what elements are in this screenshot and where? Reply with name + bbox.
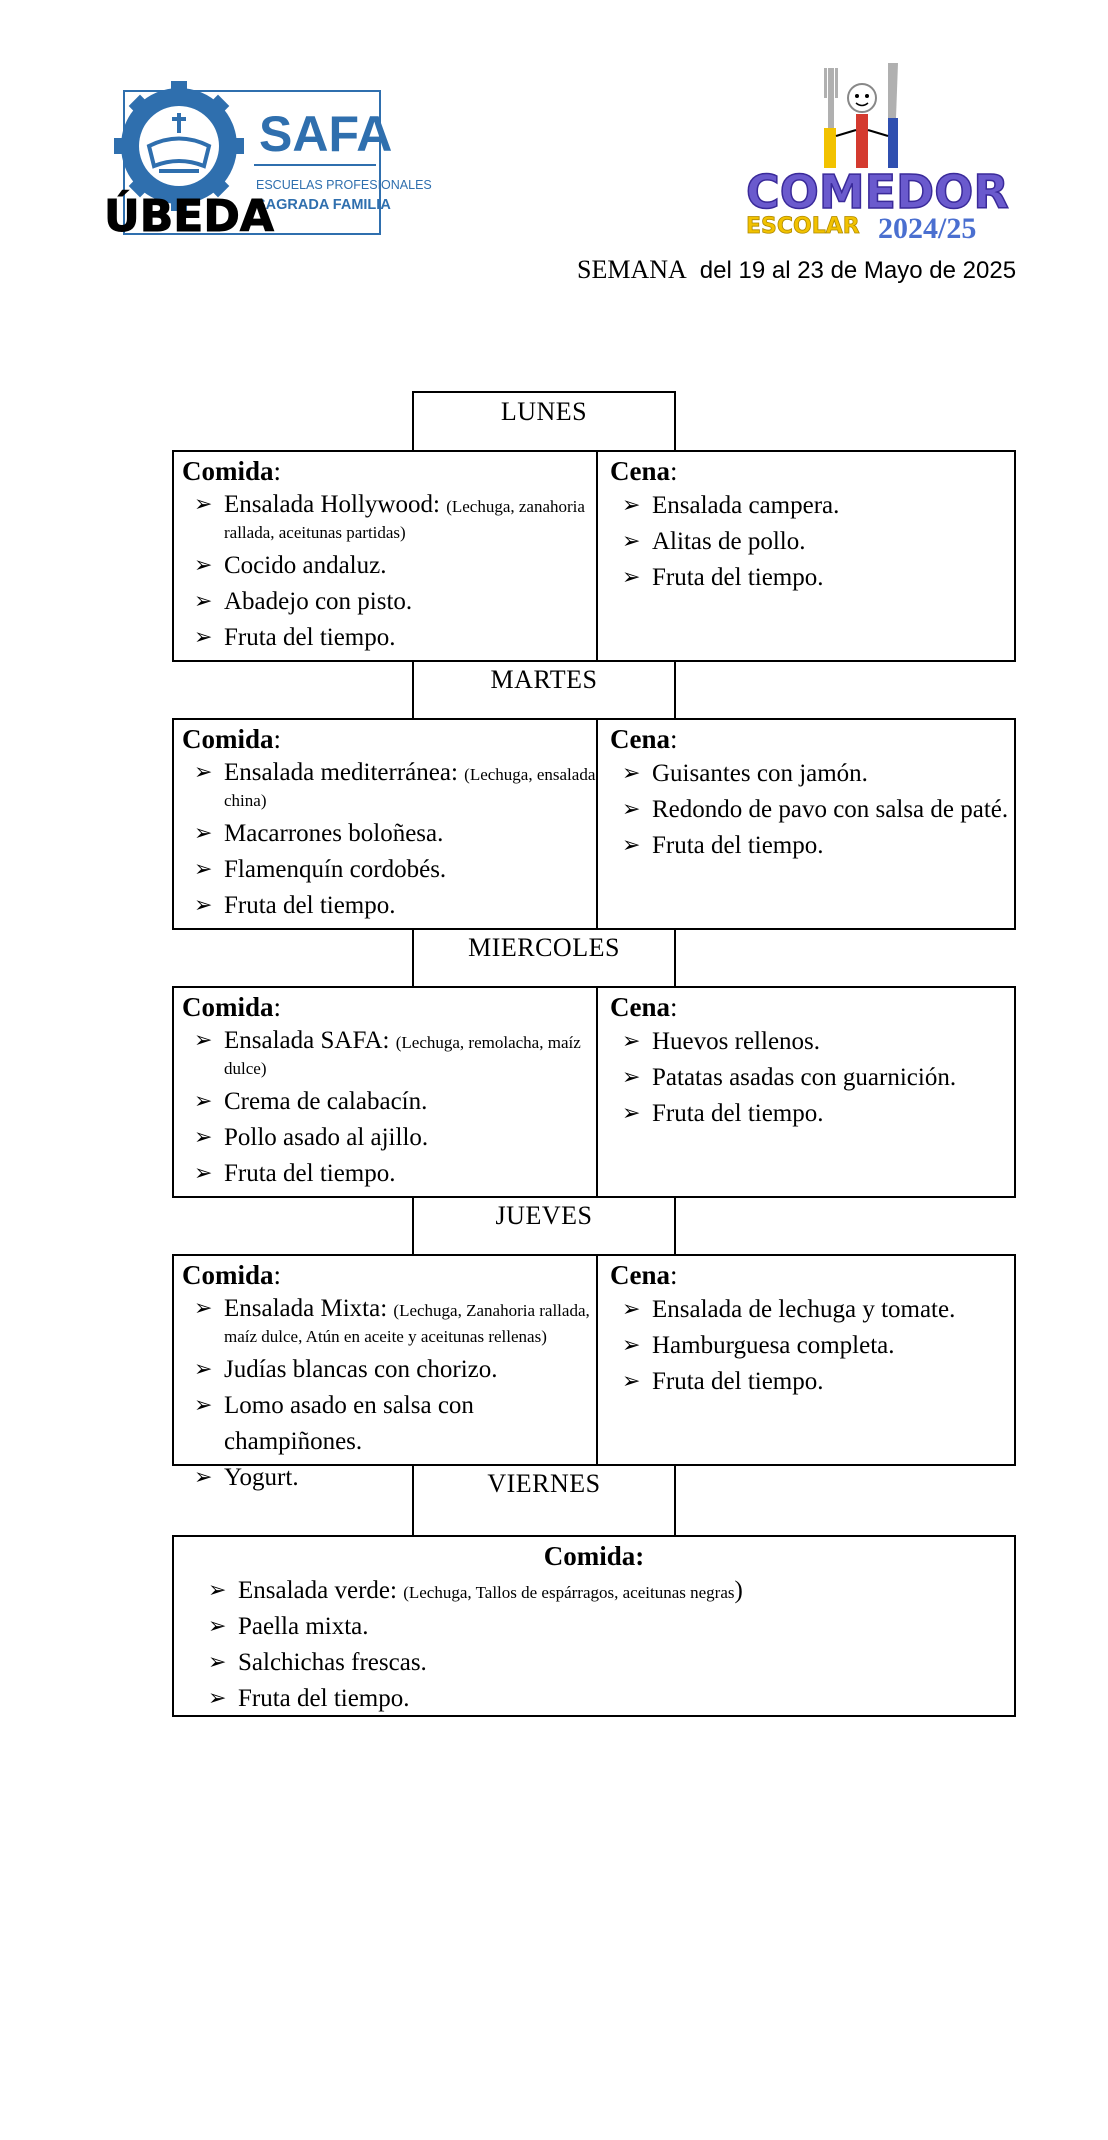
- day-name: JUEVES: [495, 1201, 593, 1230]
- day-name: MARTES: [490, 665, 598, 694]
- arrow-bullet-icon: ➢: [208, 1578, 227, 1603]
- safa-line1: ESCUELAS PROFESIONALES: [256, 178, 432, 192]
- lunch-column: [174, 452, 598, 660]
- week-range: del 19 al 23 de Mayo de 2025: [699, 257, 1017, 284]
- list-item: ➢ Fruta del tiempo.: [182, 888, 596, 924]
- list-item: ➢ Ensalada verde: (Lechuga, Tallos de espárragos, aceitunas negras): [196, 1573, 1014, 1609]
- list-item: ➢ Ensalada Mixta: (Lechuga, Zanahoria rallada, maíz dulce, Atún en aceite y aceitunas rellenas): [194, 1295, 590, 1346]
- lunch-column: [174, 988, 598, 1196]
- day-name: MIERCOLES: [468, 933, 620, 962]
- arrow-bullet-icon: ➢: [194, 1296, 213, 1321]
- list-item: ➢ Fruta del tiempo.: [610, 828, 1014, 864]
- school-year: 2024/25: [878, 212, 977, 245]
- arrow-bullet-icon: ➢: [622, 1101, 641, 1126]
- day-tab-viernes: [412, 1465, 676, 1536]
- list-item: ➢ Macarrones boloñesa.: [182, 816, 596, 852]
- list-item: ➢ Salchichas frescas.: [196, 1645, 1014, 1681]
- arrow-bullet-icon: ➢: [194, 492, 213, 517]
- menu-box-miercoles: [172, 986, 1016, 1198]
- arrow-bullet-icon: ➢: [194, 1393, 213, 1418]
- dinner-heading: Cena:: [610, 992, 678, 1022]
- list-item: ➢ Fruta del tiempo.: [610, 1096, 1014, 1132]
- lunch-heading: Comida:: [182, 456, 282, 486]
- list-item: ➢ Guisantes con jamón.: [610, 756, 1014, 792]
- list-item: ➢ Fruta del tiempo.: [610, 560, 1014, 596]
- arrow-bullet-icon: ➢: [622, 1369, 641, 1394]
- list-item: ➢ Fruta del tiempo.: [182, 1156, 596, 1192]
- list-item: ➢ Flamenquín cordobés.: [182, 852, 596, 888]
- dinner-heading: Cena:: [610, 724, 678, 754]
- dinner-list: [610, 1292, 1014, 1400]
- arrow-bullet-icon: ➢: [208, 1650, 227, 1675]
- lunch-list: [182, 488, 596, 656]
- arrow-bullet-icon: ➢: [194, 589, 213, 614]
- arrow-bullet-icon: ➢: [622, 833, 641, 858]
- day-tab-jueves: [412, 1197, 676, 1255]
- list-item: ➢ Fruta del tiempo.: [610, 1364, 1014, 1400]
- dinner-list: [610, 756, 1014, 864]
- list-item: ➢ Huevos rellenos.: [610, 1024, 1014, 1060]
- comedor-word: COMEDOR: [746, 165, 1009, 219]
- day-tab-miercoles: [412, 929, 676, 987]
- list-item: ➢ Ensalada SAFA: (Lechuga, remolacha, maíz dulce): [194, 1027, 581, 1078]
- menu-box-viernes: [172, 1535, 1016, 1717]
- day-name: LUNES: [500, 397, 588, 426]
- list-item: ➢ Fruta del tiempo.: [196, 1681, 1014, 1717]
- list-item: ➢ Lomo asado en salsa con champiñones.: [182, 1388, 596, 1460]
- escolar-word: ESCOLAR: [746, 214, 860, 239]
- arrow-bullet-icon: ➢: [194, 553, 213, 578]
- list-item: ➢ Ensalada Hollywood: (Lechuga, zanahoria rallada, aceitunas partidas): [194, 491, 585, 542]
- list-item: ➢ Abadejo con pisto.: [182, 584, 596, 620]
- dinner-heading: Cena:: [610, 456, 678, 486]
- arrow-bullet-icon: ➢: [622, 1029, 641, 1054]
- arrow-bullet-icon: ➢: [622, 493, 641, 518]
- safa-line2: SAGRADA FAMILIA: [256, 197, 391, 213]
- list-item: ➢ Ensalada mediterránea: (Lechuga, ensalada china): [194, 759, 596, 810]
- dinner-column: [598, 1256, 1014, 1464]
- list-item: ➢ Ensalada campera.: [610, 488, 1014, 524]
- arrow-bullet-icon: ➢: [194, 1089, 213, 1114]
- list-item: ➢ Hamburguesa completa.: [610, 1328, 1014, 1364]
- lunch-heading: Comida:: [182, 992, 282, 1022]
- week-prefix: SEMANA: [577, 255, 687, 284]
- arrow-bullet-icon: ➢: [622, 1065, 641, 1090]
- arrow-bullet-icon: ➢: [208, 1686, 227, 1711]
- week-title: [577, 255, 1016, 285]
- arrow-bullet-icon: ➢: [194, 1125, 213, 1150]
- arrow-bullet-icon: ➢: [194, 1161, 213, 1186]
- dinner-column: [598, 720, 1014, 928]
- lunch-column: [174, 720, 598, 928]
- list-item: ➢ Yogurt.: [182, 1460, 596, 1496]
- list-item: ➢ Alitas de pollo.: [610, 524, 1014, 560]
- dinner-list: [610, 488, 1014, 596]
- arrow-bullet-icon: ➢: [622, 797, 641, 822]
- arrow-bullet-icon: ➢: [622, 529, 641, 554]
- lunch-list: [196, 1573, 1014, 1717]
- dinner-column: [598, 452, 1014, 660]
- menu-box-lunes: [172, 450, 1016, 662]
- ubeda-overlay: ÚBEDA: [104, 191, 274, 242]
- dinner-list: [610, 1024, 1014, 1132]
- lunch-heading: Comida:: [182, 724, 282, 754]
- arrow-bullet-icon: ➢: [194, 760, 213, 785]
- list-item: ➢ Cocido andaluz.: [182, 548, 596, 584]
- list-item: ➢ Patatas asadas con guarnición.: [610, 1060, 1014, 1096]
- arrow-bullet-icon: ➢: [622, 565, 641, 590]
- arrow-bullet-icon: ➢: [194, 1357, 213, 1382]
- list-item: ➢ Ensalada de lechuga y tomate.: [610, 1292, 1014, 1328]
- cutlery-figures-icon: [824, 63, 898, 168]
- arrow-bullet-icon: ➢: [194, 1028, 213, 1053]
- day-tab-martes: [412, 661, 676, 719]
- safa-logo: [104, 61, 432, 242]
- arrow-bullet-icon: ➢: [194, 1465, 213, 1490]
- list-item: ➢ Crema de calabacín.: [182, 1084, 596, 1120]
- arrow-bullet-icon: ➢: [194, 857, 213, 882]
- arrow-bullet-icon: ➢: [194, 625, 213, 650]
- arrow-bullet-icon: ➢: [208, 1614, 227, 1639]
- list-item: ➢ Fruta del tiempo.: [182, 620, 596, 656]
- dinner-heading: Cena:: [610, 1260, 678, 1290]
- dinner-column: [598, 988, 1014, 1196]
- arrow-bullet-icon: ➢: [622, 1297, 641, 1322]
- arrow-bullet-icon: ➢: [194, 821, 213, 846]
- lunch-list: [182, 1024, 596, 1192]
- lunch-list: [182, 756, 596, 924]
- list-item: ➢ Redondo de pavo con salsa de paté.: [610, 792, 1014, 828]
- arrow-bullet-icon: ➢: [622, 761, 641, 786]
- arrow-bullet-icon: ➢: [622, 1333, 641, 1358]
- lunch-heading: Comida:: [543, 1541, 645, 1571]
- list-item: ➢ Pollo asado al ajillo.: [182, 1120, 596, 1156]
- safa-wordmark: SAFA: [259, 106, 393, 162]
- menu-box-martes: [172, 718, 1016, 930]
- list-item: ➢ Judías blancas con chorizo.: [182, 1352, 596, 1388]
- comedor-logo: [738, 58, 1014, 248]
- arrow-bullet-icon: ➢: [194, 893, 213, 918]
- list-item: ➢ Paella mixta.: [196, 1609, 1014, 1645]
- lunch-heading: Comida:: [182, 1260, 282, 1290]
- day-name: VIERNES: [487, 1469, 601, 1498]
- day-tab-lunes: [412, 391, 676, 451]
